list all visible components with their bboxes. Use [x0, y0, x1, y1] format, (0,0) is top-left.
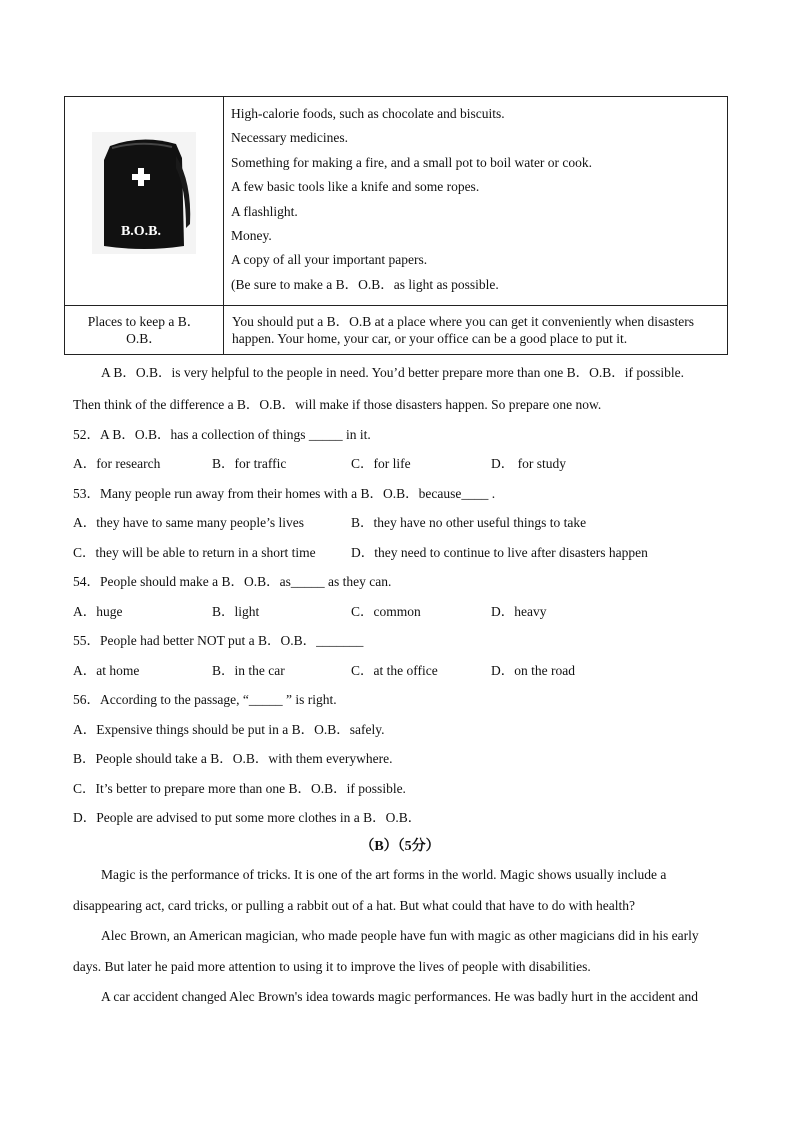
- option-d: D．People are advised to put some more clothes in a B．O.B．: [73, 810, 422, 825]
- bob-contents-list: [224, 97, 728, 306]
- option-c: C．for life: [351, 456, 411, 471]
- list-item: High-calorie foods, such as chocolate and biscuits.: [231, 106, 505, 121]
- question-stem: 52．A B．O.B．has a collection of things _____ in it.: [73, 427, 371, 442]
- option-d: D．on the road: [491, 663, 575, 678]
- backpack-image: [92, 132, 196, 254]
- option-d: D．heavy: [491, 604, 547, 619]
- bag-image-cell: [65, 97, 224, 306]
- passage-line: Then think of the difference a B．O.B．will make if those disasters happen. So prepare one now.: [73, 397, 602, 412]
- passage-line: A car accident changed Alec Brown's idea towards magic performances. He was badly hurt in the accident and: [101, 989, 698, 1004]
- option-c: C．they will be able to return in a short time: [73, 545, 316, 560]
- option-c: C．common: [351, 604, 421, 619]
- option-d: D． for study: [491, 456, 566, 471]
- question-stem: 55．People had better NOT put a B．O.B．_______: [73, 633, 364, 648]
- question-stem: 54．People should make a B．O.B．as_____ as they can.: [73, 574, 392, 589]
- option-d: D．they need to continue to live after disasters happen: [351, 545, 648, 560]
- places-text-cell: [224, 306, 728, 355]
- passage-line: A B．O.B．is very helpful to the people in need. You’d better prepare more than one B．O.B．if possible.: [101, 365, 685, 380]
- bob-info-table: [64, 96, 728, 355]
- list-item: Necessary medicines.: [231, 130, 348, 146]
- option-b: B．light: [212, 604, 260, 619]
- list-item: A flashlight.: [231, 203, 298, 219]
- option-b: B．in the car: [212, 663, 285, 678]
- list-item: (Be sure to make a B．O.B．as light as possible.: [231, 276, 499, 292]
- list-item: A few basic tools like a knife and some ropes.: [231, 179, 480, 195]
- option-a: A．Expensive things should be put in a B．O.B．safely.: [73, 722, 385, 737]
- option-a: A．huge: [73, 604, 123, 619]
- passage-line: Magic is the performance of tricks. It is one of the art forms in the world. Magic shows usually include a: [101, 867, 667, 882]
- question-stem: 56．According to the passage, “_____ ” is right.: [73, 692, 337, 707]
- option-a: A．for research: [73, 456, 161, 471]
- option-c: C．It’s better to prepare more than one B．O.B．if possible.: [73, 781, 406, 796]
- places-label-line: O.B．: [126, 331, 162, 346]
- places-label-line: Places to keep a B．: [87, 314, 201, 329]
- option-a: A．at home: [73, 663, 140, 678]
- question-stem: 53．Many people run away from their homes with a B．O.B．because____ .: [73, 486, 496, 501]
- list-item: A copy of all your important papers.: [231, 252, 428, 268]
- option-b: B．People should take a B．O.B．with them everywhere.: [73, 751, 393, 766]
- list-item: Money.: [231, 228, 272, 244]
- section-heading: （B）（5分）: [360, 839, 440, 854]
- places-text-line: happen. Your home, your car, or your office can be a good place to put it.: [232, 331, 628, 346]
- passage-line: Alec Brown, an American magician, who made people have fun with magic as other magicians did in his early: [101, 928, 699, 943]
- option-b: B．for traffic: [212, 456, 287, 471]
- passage-line: disappearing act, card tricks, or pulling a rabbit out of a hat. But what could that have to do with health?: [73, 898, 635, 913]
- option-a: A．they have to same many people’s lives: [73, 515, 304, 530]
- places-text-line: You should put a B．O.B at a place where you can get it conveniently when disasters: [232, 314, 695, 329]
- option-b: B．they have no other useful things to take: [351, 515, 587, 530]
- list-item: Something for making a fire, and a small pot to boil water or cook.: [231, 154, 593, 170]
- option-c: C．at the office: [351, 663, 438, 678]
- passage-line: days. But later he paid more attention to using it to improve the lives of people with disabilities.: [73, 959, 591, 974]
- places-label-cell: [65, 306, 224, 355]
- bag-label: B.O.B.: [120, 224, 162, 239]
